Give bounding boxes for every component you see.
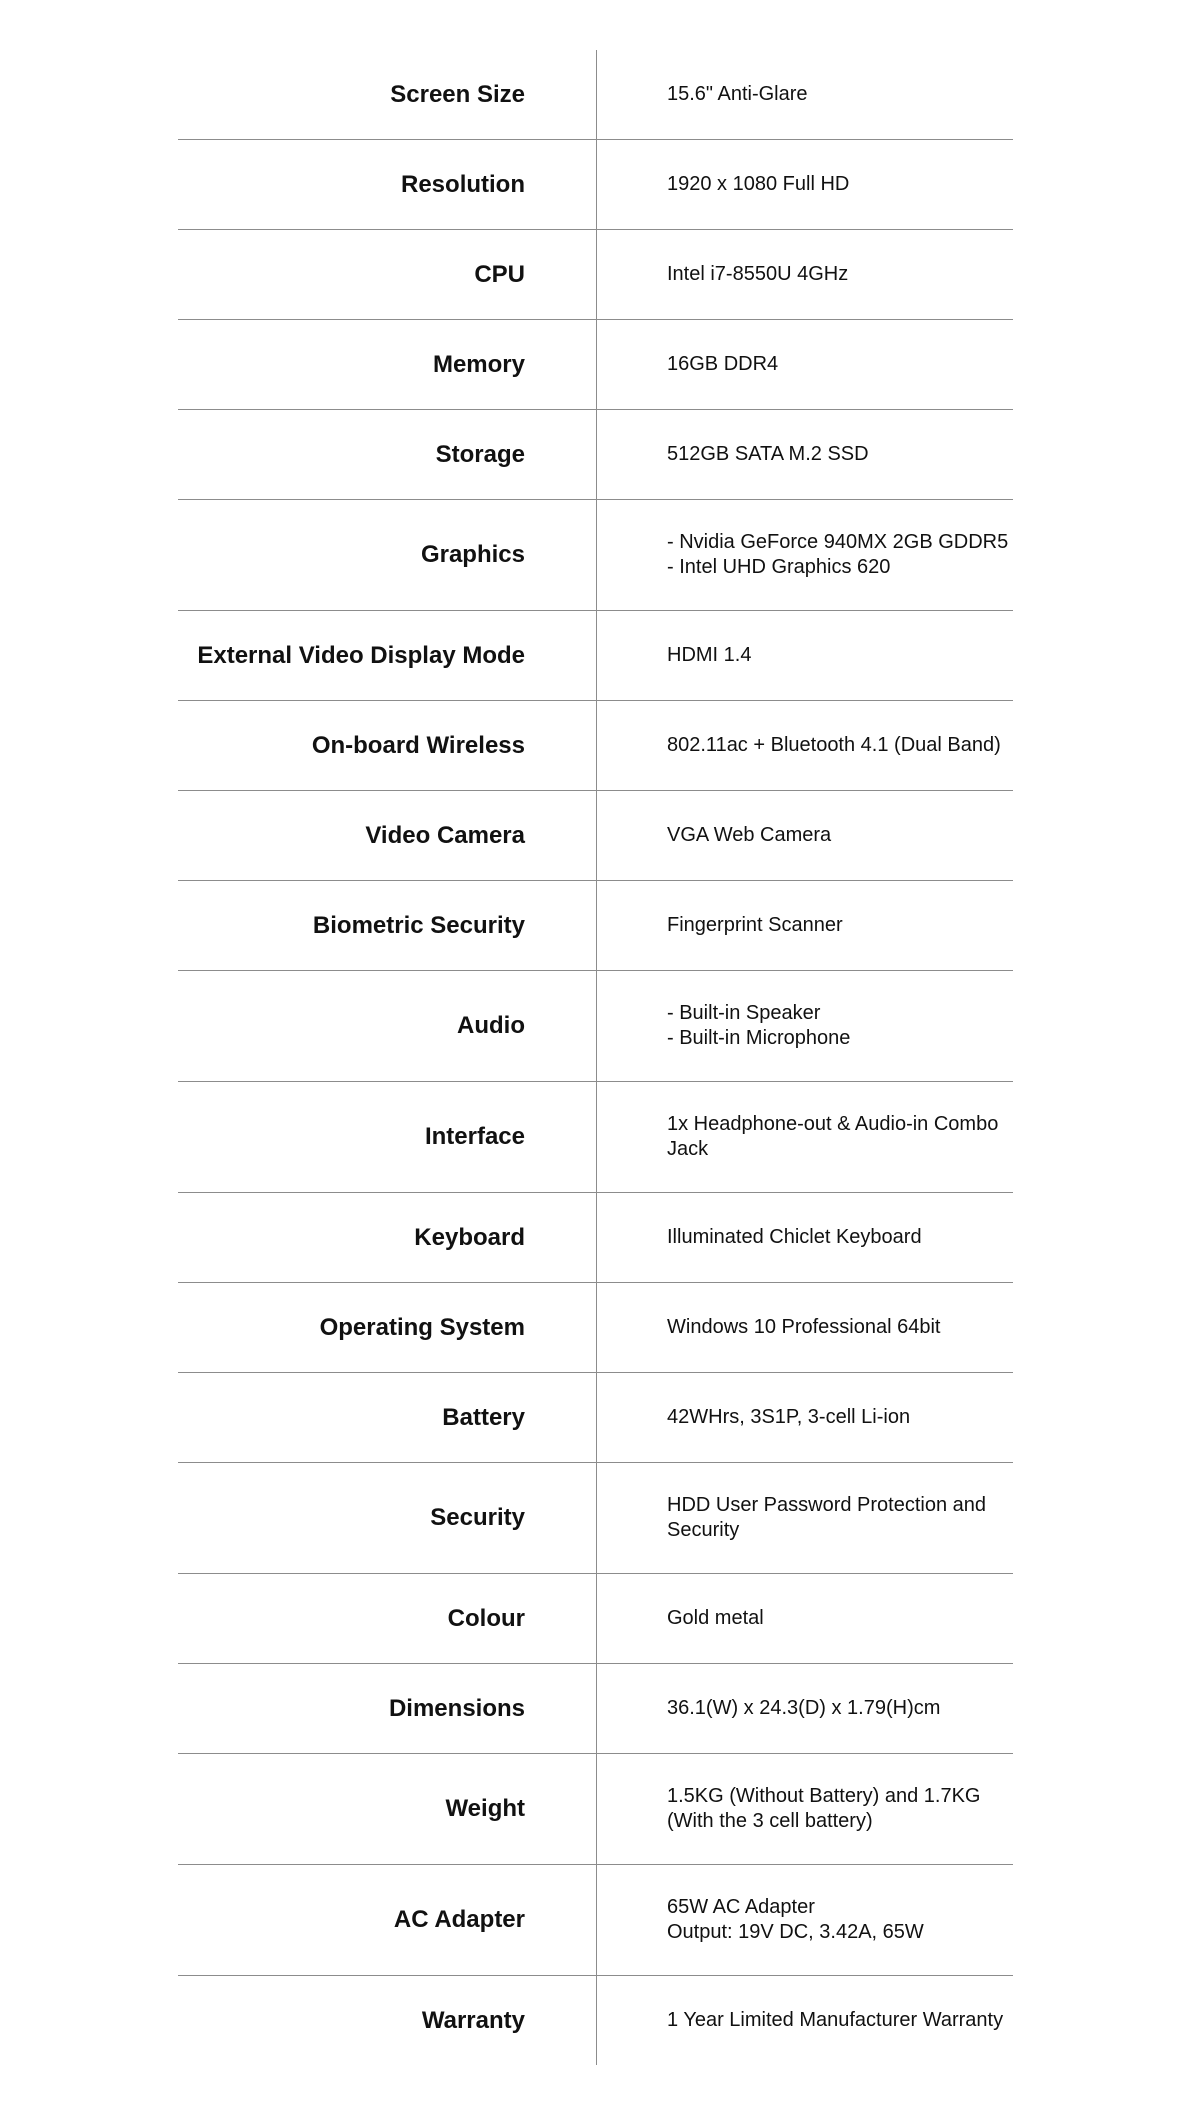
spec-value: 512GB SATA M.2 SSD [667, 443, 869, 465]
spec-row-keyboard [178, 1192, 1013, 1282]
spec-value: - Nvidia GeForce 940MX 2GB GDDR5 - Intel UHD Graphics 620 [667, 531, 1009, 578]
spec-value: 42WHrs, 3S1P, 3-cell Li-ion [667, 1406, 911, 1428]
spec-row-graphics [178, 499, 1013, 610]
spec-label: Colour [447, 1604, 525, 1632]
spec-value: Fingerprint Scanner [667, 914, 843, 936]
spec-row-battery [178, 1372, 1013, 1462]
spec-label: Screen Size [390, 80, 525, 108]
spec-value: 16GB DDR4 [667, 353, 779, 375]
spec-label: External Video Display Mode [197, 641, 525, 669]
spec-row-interface [178, 1081, 1013, 1192]
spec-label: Storage [435, 440, 525, 468]
spec-label: Weight [445, 1795, 525, 1822]
spec-row-warranty [178, 1975, 1013, 2065]
spec-label: Operating System [319, 1313, 525, 1341]
spec-row-wireless [178, 700, 1013, 790]
spec-label: Video Camera [365, 821, 525, 849]
spec-row-cpu [178, 229, 1013, 319]
spec-value: 1920 x 1080 Full HD [667, 173, 850, 195]
spec-value: 1 Year Limited Manufacturer Warranty [667, 2009, 1004, 2031]
spec-label: Interface [424, 1123, 525, 1150]
spec-row-dimensions [178, 1663, 1013, 1753]
spec-label: Security [430, 1504, 525, 1531]
spec-row-colour [178, 1573, 1013, 1663]
spec-row-screen-size [178, 50, 1013, 139]
spec-label: Audio [457, 1012, 525, 1039]
spec-row-external-video [178, 610, 1013, 700]
spec-label: Keyboard [414, 1223, 525, 1251]
spec-label: Resolution [401, 170, 525, 198]
spec-label: Graphics [420, 541, 525, 568]
spec-label: Memory [432, 350, 525, 378]
spec-value: 65W AC Adapter Output: 19V DC, 3.42A, 65W [667, 1896, 924, 1943]
spec-value: HDD User Password Protection and Security [667, 1494, 987, 1541]
spec-value: Windows 10 Professional 64bit [667, 1316, 941, 1338]
spec-row-operating-system [178, 1282, 1013, 1372]
spec-value: Illuminated Chiclet Keyboard [667, 1226, 922, 1248]
spec-value: HDMI 1.4 [667, 644, 752, 666]
spec-label: Warranty [421, 2006, 525, 2034]
spec-label: Battery [442, 1403, 525, 1431]
spec-value: 15.6" Anti-Glare [667, 83, 808, 105]
spec-value: - Built-in Speaker - Built-in Microphone [667, 1002, 851, 1049]
spec-row-biometric-security [178, 880, 1013, 970]
spec-row-ac-adapter [178, 1864, 1013, 1975]
spec-value: 1.5KG (Without Battery) and 1.7KG (With the 3 cell battery) [667, 1785, 981, 1832]
spec-value: 1x Headphone-out & Audio-in Combo Jack [667, 1113, 999, 1160]
spec-value: Gold metal [667, 1607, 764, 1629]
spec-row-security [178, 1462, 1013, 1573]
spec-row-weight [178, 1753, 1013, 1864]
spec-table [178, 50, 1013, 2065]
spec-row-video-camera [178, 790, 1013, 880]
spec-value: 36.1(W) x 24.3(D) x 1.79(H)cm [667, 1697, 941, 1719]
spec-row-storage [178, 409, 1013, 499]
spec-row-audio [178, 970, 1013, 1081]
spec-value: VGA Web Camera [667, 824, 832, 846]
spec-label: AC Adapter [393, 1906, 525, 1933]
spec-label: On-board Wireless [311, 731, 525, 759]
spec-label: Biometric Security [312, 911, 525, 939]
spec-row-resolution [178, 139, 1013, 229]
spec-value: 802.11ac + Bluetooth 4.1 (Dual Band) [667, 734, 1001, 756]
spec-label: CPU [474, 260, 525, 288]
spec-row-memory [178, 319, 1013, 409]
spec-value: Intel i7-8550U 4GHz [667, 263, 849, 285]
spec-label: Dimensions [388, 1694, 525, 1722]
